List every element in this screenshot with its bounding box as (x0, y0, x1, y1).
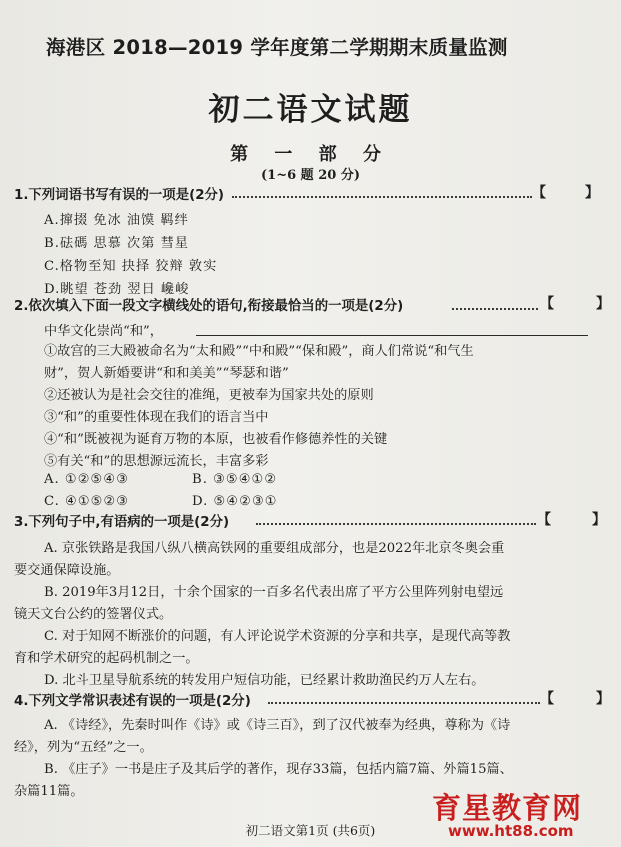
q1-option-d: D.眺望 苍劲 翌日 巉峻 (44, 282, 190, 297)
q4-line: 杂篇11篇。 (14, 784, 84, 799)
watermark-brand-1: 育 (432, 791, 463, 825)
q3-line: D. 北斗卫星导航系统的转发用户短信功能，已经累计救助渔民约万人左右。 (44, 673, 485, 688)
q1-option-c: C.格物至知 抉择 狡辩 敦实 (44, 259, 218, 274)
watermark-url: www.ht88.com (448, 822, 574, 840)
question-1-stem: 1.下列词语书写有误的一项是(2分) (14, 188, 225, 203)
part-heading: 第 一 部 分 (230, 144, 391, 165)
leader-dots (452, 308, 538, 310)
leader-dots (256, 523, 536, 525)
question-2-stem: 2.依次填入下面一段文字横线处的语句,衔接最恰当的一项是(2分) (14, 299, 404, 314)
q3-line: 育和学术研究的起码机制之一。 (14, 651, 199, 666)
q2-option-d: D. ⑤④②③① (192, 494, 278, 509)
exam-subject: 初二语文试题 (208, 92, 413, 128)
q3-line: 镜天文台公约的签署仪式。 (14, 607, 173, 622)
q2-item: ①故宫的三大殿被命名为“太和殿”“中和殿”“保和殿”，商人们常说“和气生 (44, 344, 474, 359)
q4-line: 经》，列为“五经”之一。 (14, 740, 153, 755)
q4-line: A. 《诗经》，先秦时叫作《诗》或《诗三百》，到了汉代被奉为经典，尊称为《诗 (44, 718, 511, 733)
watermark-logo (432, 786, 582, 827)
leader-dots (268, 702, 540, 704)
q3-line: 要交通保障设施。 (14, 563, 120, 578)
q4-line: B. 《庄子》一书是庄子及其后学的著作，现存33篇，包括内篇7篇、外篇15篇、 (44, 762, 513, 777)
q3-line: A. 京张铁路是我国八纵八横高铁网的重要组成部分，也是2022年北京冬奥会重 (44, 541, 505, 556)
q1-option-b: B.砝碼 思慕 次第 彗星 (44, 236, 189, 251)
q2-option-b: B. ③⑤④①② (192, 472, 278, 487)
q2-option-c: C. ④①⑤②③ (44, 494, 130, 509)
q2-item: ⑤有关“和”的思想源远流长，丰富多彩 (44, 454, 269, 469)
q2-passage: 中华文化崇尚“和”， (44, 324, 163, 339)
watermark-brand-2: 教育网 (492, 791, 583, 825)
answer-bracket-open: 【 (540, 296, 554, 312)
watermark-brand-star: 星 (462, 791, 493, 825)
q2-item: ④“和”既被视为诞育万物的本原，也被看作修德养性的关键 (44, 432, 388, 447)
answer-bracket-close: 】 (592, 512, 606, 528)
q3-line: B. 2019年3月12日，十余个国家的一百多名代表出席了平方公里阵列射电望远 (44, 585, 504, 600)
answer-bracket-close: 】 (585, 185, 599, 201)
answer-bracket-close: 】 (596, 691, 610, 707)
q2-item: ③“和”的重要性体现在我们的语言当中 (44, 410, 269, 425)
q2-item: 财”，贺人新婚要讲“和和美美”“琴瑟和谐” (44, 366, 289, 381)
q1-option-a: A.撺掇 免冰 油馍 羁绊 (44, 213, 189, 228)
question-4-stem: 4.下列文学常识表述有误的一项是(2分) (14, 694, 251, 709)
question-3-stem-visible: 3.下列句子中,有语病的一项是(2分) (14, 515, 230, 530)
part-question-range: (1~6 题 20 分) (261, 168, 360, 183)
exam-title: 海港区 2018—2019 学年度第二学期期末质量监测 (46, 36, 508, 59)
leader-dots (232, 196, 532, 198)
answer-bracket-open: 【 (540, 691, 554, 707)
page-footer: 初二语文第1页 (共6页) (245, 823, 376, 838)
answer-bracket-open: 【 (537, 512, 551, 528)
answer-bracket-close: 】 (596, 296, 610, 312)
fill-in-blank-line (196, 335, 588, 336)
answer-bracket-open: 【 (532, 185, 546, 201)
q2-option-a: A. ①②⑤④③ (44, 472, 130, 487)
q3-line: C. 对于知网不断涨价的问题，有人评论说学术资源的分享和共享，是现代高等教 (44, 629, 511, 644)
q2-item: ②还被认为是社会交往的准绳，更被奉为国家共处的原则 (44, 388, 374, 403)
